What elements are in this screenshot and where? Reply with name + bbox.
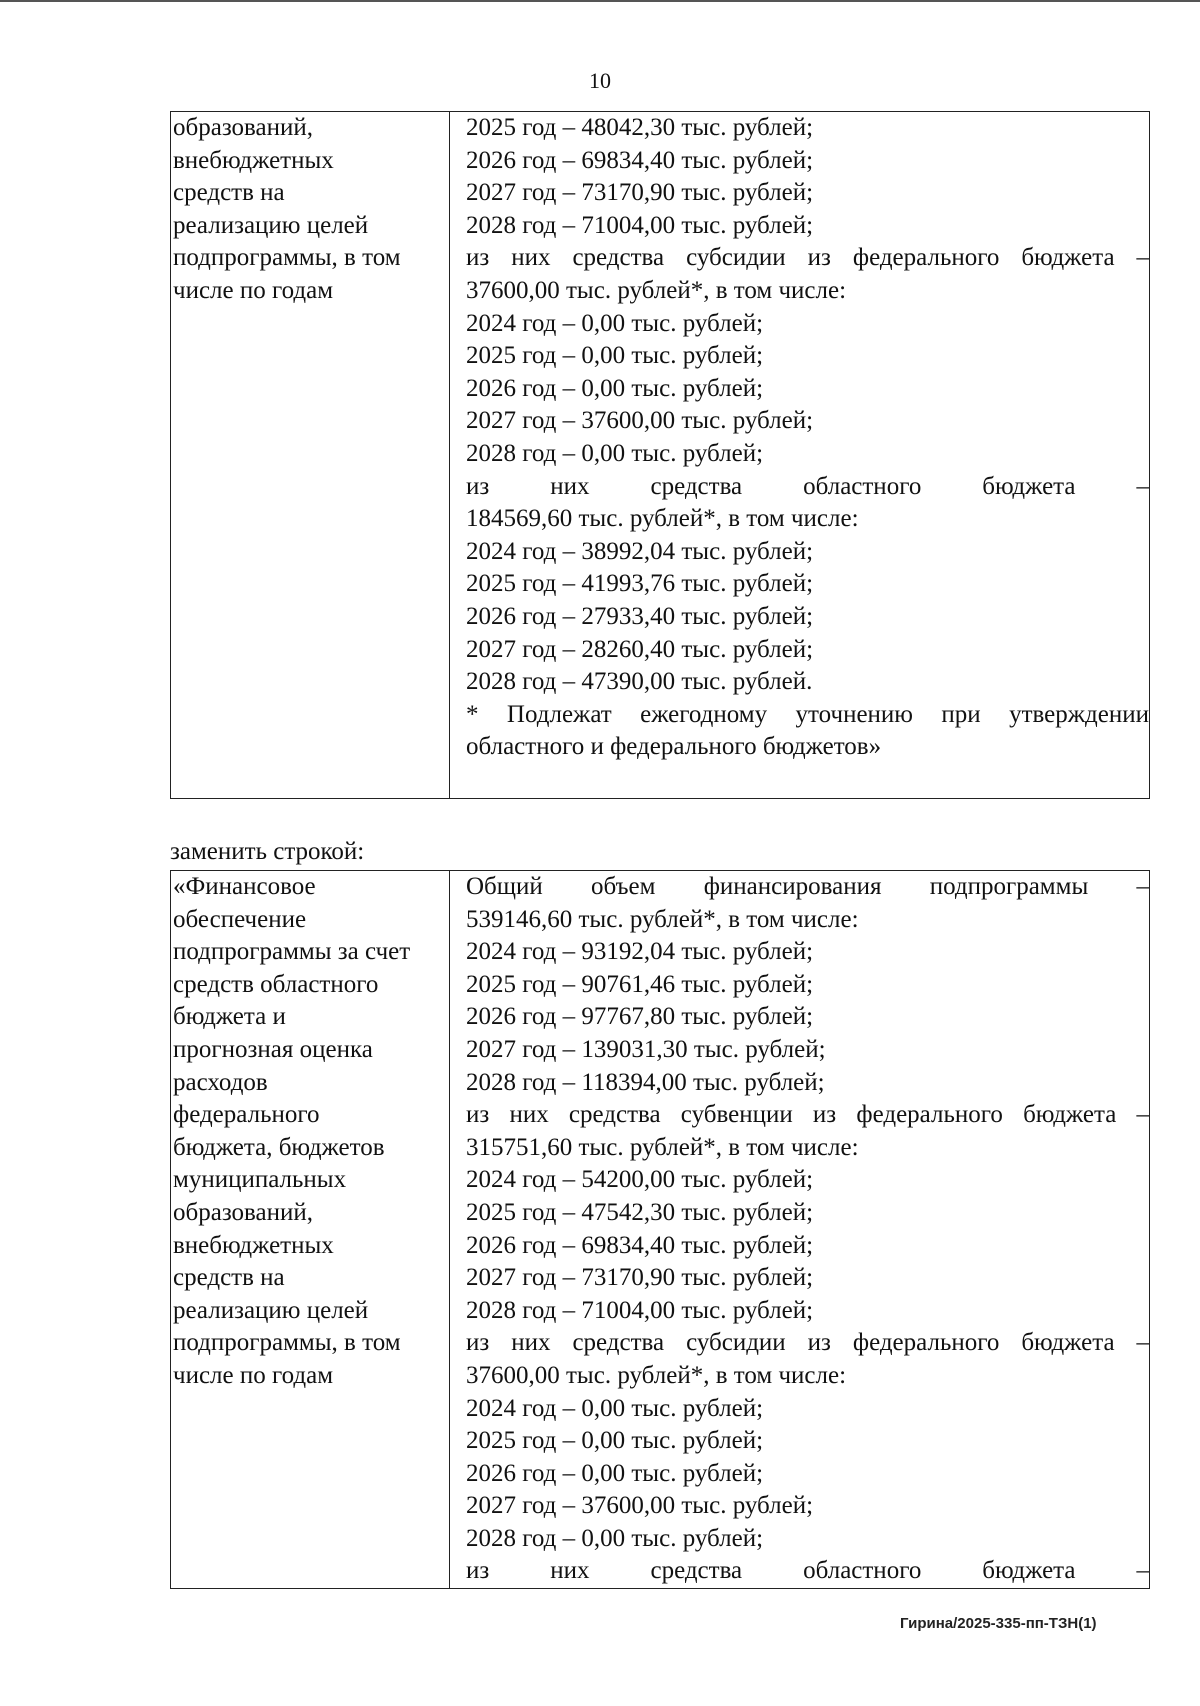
text-line: 2025 год – 0,00 тыс. рублей; xyxy=(466,342,764,370)
scan-edge-line xyxy=(0,0,1200,2)
text-line: федерального xyxy=(173,1101,320,1129)
text-line: 2027 год – 139031,30 тыс. рублей; xyxy=(466,1035,826,1063)
text-line: подпрограммы, в том xyxy=(173,1329,401,1357)
text-line: подпрограммы, в том xyxy=(173,244,401,272)
text-line: 2024 год – 54200,00 тыс. рублей; xyxy=(466,1166,814,1194)
text-line: 2026 год – 69834,40 тыс. рублей; xyxy=(466,146,814,174)
text-line: 2025 год – 47542,30 тыс. рублей; xyxy=(466,1198,814,1226)
text-line: 2026 год – 27933,40 тыс. рублей; xyxy=(466,602,814,630)
financing-table-new xyxy=(170,870,1150,1589)
text-line: 2026 год – 69834,40 тыс. рублей; xyxy=(466,1231,814,1259)
text-line: расходов xyxy=(173,1068,268,1096)
row-label-lines xyxy=(173,871,449,1393)
text-line: 2028 год – 0,00 тыс. рублей; xyxy=(466,1524,764,1552)
text-line: 2026 год – 97767,80 тыс. рублей; xyxy=(466,1003,814,1031)
text-line: реализацию целей xyxy=(173,211,369,239)
text-line: 2026 год – 0,00 тыс. рублей; xyxy=(466,1459,764,1487)
text-line: прогнозная оценка xyxy=(173,1035,373,1063)
text-line: 2025 год – 48042,30 тыс. рублей; xyxy=(466,114,814,141)
text-line: «Финансовое xyxy=(173,873,316,900)
text-line: 2026 год – 0,00 тыс. рублей; xyxy=(466,374,764,402)
text-line: 2025 год – 0,00 тыс. рублей; xyxy=(466,1427,764,1455)
text-line: 2025 год – 41993,76 тыс. рублей; xyxy=(466,570,814,598)
text-line: бюджета, бюджетов xyxy=(173,1133,385,1161)
page-number: 10 xyxy=(589,68,611,93)
table-row xyxy=(171,871,1150,1589)
text-line: 2024 год – 38992,04 тыс. рублей; xyxy=(466,537,814,565)
text-line: подпрограммы за счет xyxy=(173,938,411,966)
document-code: Гирина/2025-335-пп-ТЗН(1) xyxy=(900,1615,1097,1632)
text-line: * Подлежат ежегодному уточнению при утверждении xyxy=(466,700,1149,728)
text-line: обеспечение xyxy=(173,905,307,933)
text-line: 37600,00 тыс. рублей*, в том числе: xyxy=(466,276,847,304)
text-line: муниципальных xyxy=(173,1166,347,1194)
text-line: 2028 год – 118394,00 тыс. рублей; xyxy=(466,1068,825,1096)
text-line: из них средства субсидии из федерального бюджета – xyxy=(466,244,1149,272)
text-line: 2027 год – 28260,40 тыс. рублей; xyxy=(466,635,814,663)
row-value-cell xyxy=(450,871,1150,1589)
text-line: 2028 год – 0,00 тыс. рублей; xyxy=(466,439,764,467)
text-line: 2027 год – 37600,00 тыс. рублей; xyxy=(466,1492,814,1520)
text-line: внебюджетных xyxy=(173,1231,334,1259)
text-line: из них средства областного бюджета – xyxy=(466,472,1149,500)
text-line: 37600,00 тыс. рублей*, в том числе: xyxy=(466,1361,847,1389)
text-line: бюджета и xyxy=(173,1003,286,1031)
row-label-cell xyxy=(171,112,450,799)
row-label-cell xyxy=(171,871,450,1589)
text-line: 184569,60 тыс. рублей*, в том числе: xyxy=(466,505,859,533)
text-line: из них средства субсидии из федерального бюджета – xyxy=(466,1329,1149,1357)
table-row xyxy=(171,112,1150,799)
row-value-cell xyxy=(450,112,1150,799)
text-line: 539146,60 тыс. рублей*, в том числе: xyxy=(466,905,859,933)
text-line: внебюджетных xyxy=(173,146,334,174)
text-line: 2028 год – 47390,00 тыс. рублей. xyxy=(466,668,813,696)
text-line: 2027 год – 73170,90 тыс. рублей; xyxy=(466,1264,814,1292)
row-value-lines xyxy=(466,871,1149,1588)
text-line: из них средства субвенции из федерального бюджета – xyxy=(466,1101,1149,1129)
row-label-lines xyxy=(173,112,449,308)
text-line: 315751,60 тыс. рублей*, в том числе: xyxy=(466,1133,859,1161)
financing-table-old xyxy=(170,111,1150,799)
text-line: образований, xyxy=(173,114,314,141)
text-line: средств на xyxy=(173,179,285,207)
text-line: 2025 год – 90761,46 тыс. рублей; xyxy=(466,970,814,998)
text-line: областного и федерального бюджетов» xyxy=(466,733,882,761)
text-line: из них средства областного бюджета – xyxy=(466,1557,1149,1585)
text-line: 2027 год – 73170,90 тыс. рублей; xyxy=(466,179,814,207)
text-line: средств на xyxy=(173,1264,285,1292)
text-line: 2028 год – 71004,00 тыс. рублей; xyxy=(466,211,814,239)
text-line: Общий объем финансирования подпрограммы – xyxy=(466,873,1149,900)
text-line: 2024 год – 0,00 тыс. рублей; xyxy=(466,309,764,337)
text-line: числе по годам xyxy=(173,1361,334,1389)
text-line: 2024 год – 0,00 тыс. рублей; xyxy=(466,1394,764,1422)
text-line: числе по годам xyxy=(173,276,334,304)
replace-instruction: заменить строкой: xyxy=(170,838,365,865)
text-line: средств областного xyxy=(173,970,379,998)
text-line: 2028 год – 71004,00 тыс. рублей; xyxy=(466,1296,814,1324)
text-line: 2024 год – 93192,04 тыс. рублей; xyxy=(466,938,814,966)
text-line: реализацию целей xyxy=(173,1296,369,1324)
text-line: 2027 год – 37600,00 тыс. рублей; xyxy=(466,407,814,435)
row-value-lines xyxy=(466,112,1149,764)
text-line: образований, xyxy=(173,1198,314,1226)
